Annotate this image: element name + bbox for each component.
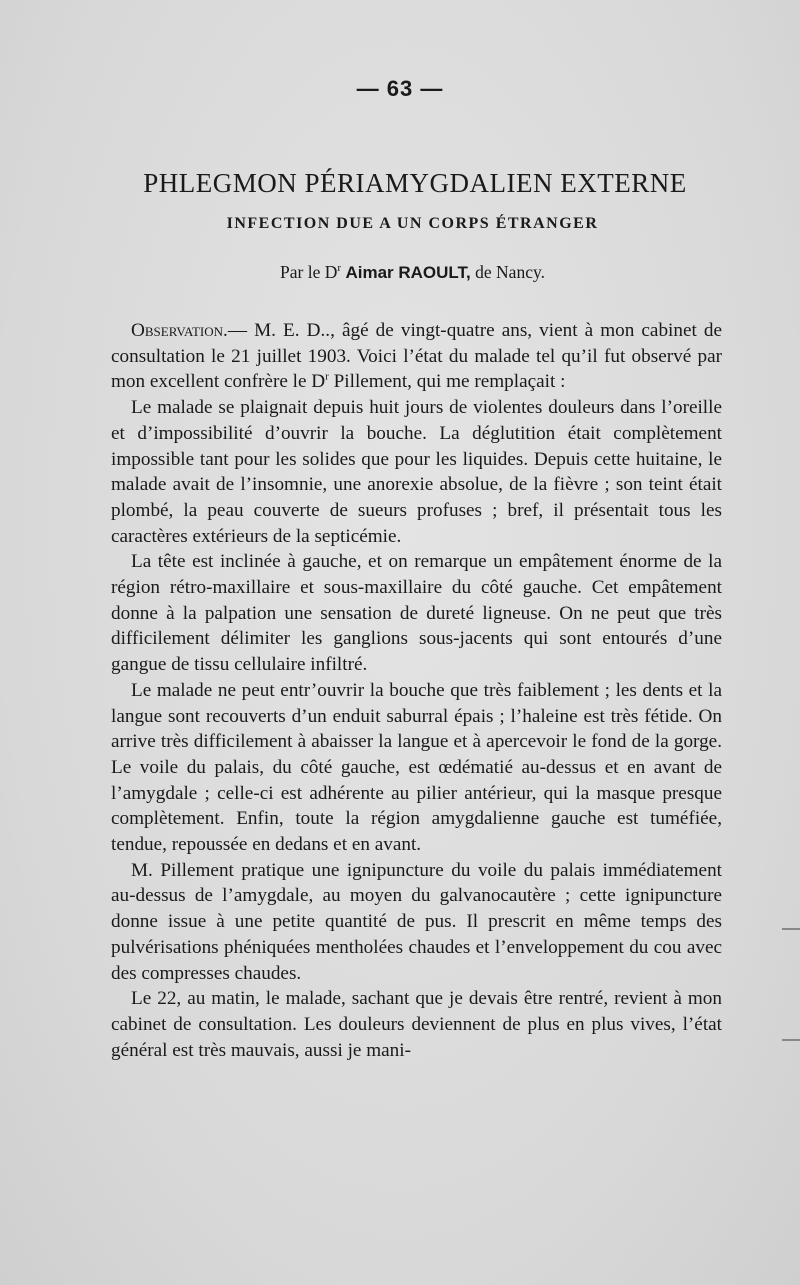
byline-prefix: Par le D <box>280 262 338 282</box>
paragraph-1-text-a: — M. E. D.., âgé de vingt-quatre ans, vient à mon cabinet de consultation le 21 juillet 1903. Voici l’état du malade tel qu’il fut observé par mon excellent confrère le D <box>111 320 722 393</box>
paragraph-2: Le malade se plaignait depuis huit jours de violentes douleurs dans l’oreille et d’impossibilité d’ouvrir la bouche. La déglutition était complètement impossible tant pour les solides que pour les liquides. Depuis cette huitaine, le malade avait de l’insomnie, une anorexie absolue, de la fièvre ; son teint était plombé, la peau couverte de sueurs profuses ; bref, il présentait tous les caractères extérieurs de la septicémie. <box>111 397 722 547</box>
page-number: — 63 — <box>356 76 444 101</box>
paragraph-observation <box>111 318 722 395</box>
paragraph-1-sup: r <box>325 371 329 384</box>
paragraph-3: La tête est inclinée à gauche, et on remarque un empâtement énorme de la région rétro-maxillaire et sous-maxillaire du côté gauche. Cet empâtement donne à la palpation une sensation de dureté ligneuse. On ne peut que très difficilement délimiter les ganglions sous-jacents qui sont entourés d’une gangue de tissu cellulaire infiltré. <box>111 551 722 676</box>
paragraph-5: M. Pillement pratique une ignipuncture du voile du palais immédiatement au-dessus de l’amygdale, au moyen du galvanocautère ; cette ignipuncture donne issue à une petite quantité de pus. Il prescrit en même temps des pulvérisations phéniquées mentholées chaudes et l’enveloppement du cou avec des compresses chaudes. <box>111 859 722 984</box>
article-subtitle: INFECTION DUE A UN CORPS ÉTRANGER <box>226 215 599 232</box>
paragraph-6: Le 22, au matin, le malade, sachant que je devais être rentré, revient à mon cabinet de consultation. Les douleurs deviennent de plus en plus vives, l’état général est très mauvais, aussi je mani- <box>111 988 722 1061</box>
observation-label: Observation. <box>131 320 228 341</box>
paragraph-1-text-b: Pillement, qui me remplaçait : <box>333 371 566 393</box>
author-name: Aimar RAOULT, <box>345 263 471 282</box>
byline-prefix-sup: r <box>337 262 342 275</box>
edge-mark <box>782 928 800 930</box>
byline <box>0 262 800 283</box>
article-body <box>111 318 722 1063</box>
article-title: PHLEGMON PÉRIAMYGDALIEN EXTERNE <box>143 168 687 198</box>
byline-suffix: de Nancy. <box>475 262 545 282</box>
paragraph-4: Le malade ne peut entr’ouvrir la bouche que très faiblement ; les dents et la langue sont recouverts d’un enduit saburral épais ; l’haleine est très fétide. On arrive très difficilement à abaisser la langue et à apercevoir le fond de la gorge. Le voile du palais, du côté gauche, est œdématié au-dessus et en avant de l’amygdale ; celle-ci est adhérente au pilier antérieur, qui la masque presque complètement. Enfin, toute la région amygdalienne gauche est tuméfiée, tendue, repoussée en dedans et en avant. <box>111 679 722 856</box>
edge-mark <box>782 1039 800 1041</box>
